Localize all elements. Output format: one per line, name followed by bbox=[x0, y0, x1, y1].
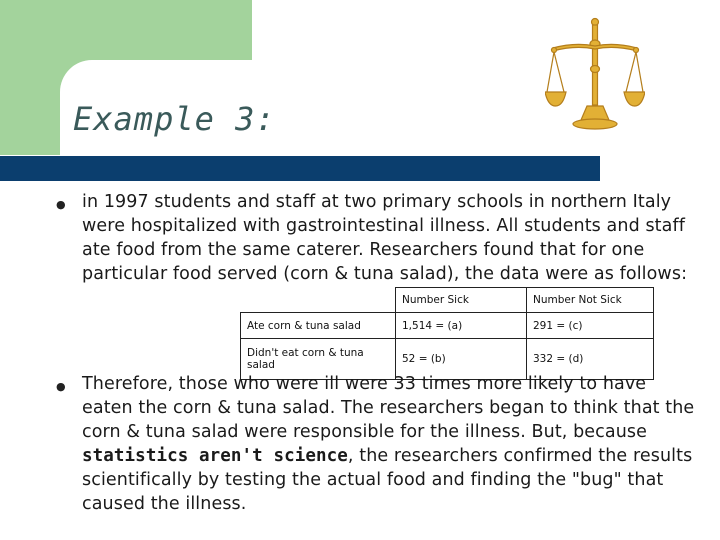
header-number-sick: Number Sick bbox=[396, 288, 527, 313]
cell-ate-not-sick: 291 = (c) bbox=[527, 313, 654, 339]
bullet-text-2 bbox=[82, 372, 697, 516]
cell-didnt-eat-not-sick: 332 = (d) bbox=[527, 339, 654, 380]
slide-title: Example 3: bbox=[73, 100, 276, 138]
table-corner-cell bbox=[241, 288, 396, 313]
bullet-2-lead-text: Therefore, those who were ill were 33 times more likely to have eaten the corn & tuna salad. The researchers began to think that the corn & tuna salad were responsible for the illness. But, because bbox=[82, 374, 695, 442]
bullet-dot-icon: ● bbox=[56, 198, 66, 211]
bullet-2-tail-text: , the researchers confirmed the results scientifically by testing the actual food and finding the "bug" that caused the illness. bbox=[82, 446, 693, 514]
header-number-not-sick: Number Not Sick bbox=[527, 288, 654, 313]
table-header-row bbox=[241, 288, 654, 313]
bullet-text-1: in 1997 students and staff at two primary schools in northern Italy were hospitalized with gastrointestinal illness. All students and staff ate food from the same caterer. Researchers found that for one particular food served (corn & tuna salad), the data were as follows: bbox=[82, 192, 688, 284]
cell-ate-sick: 1,514 = (a) bbox=[396, 313, 527, 339]
table-row bbox=[241, 313, 654, 339]
balance-scales-icon bbox=[545, 14, 645, 134]
food-illness-table bbox=[240, 287, 654, 380]
cell-didnt-eat-sick: 52 = (b) bbox=[396, 339, 527, 380]
row-label-didnt-eat: Didn't eat corn & tuna salad bbox=[241, 339, 396, 380]
title-divider-bar bbox=[0, 156, 600, 181]
row-label-ate: Ate corn & tuna salad bbox=[241, 313, 396, 339]
bullet-dot-icon: ● bbox=[56, 380, 66, 393]
emphasis-statistics-arent-science: statistics aren't science bbox=[82, 446, 348, 466]
